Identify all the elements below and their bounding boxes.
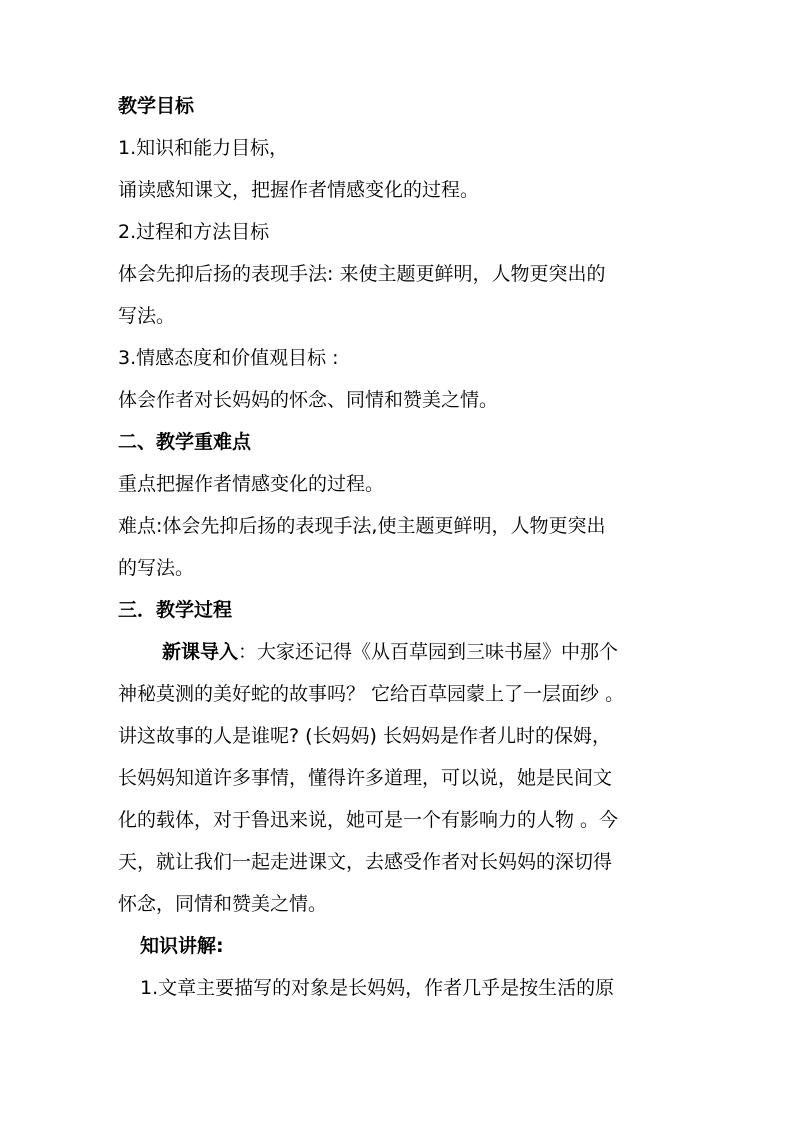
intro-row1: [118, 642, 678, 684]
goal2-text-line2: 写法。: [118, 305, 176, 327]
knowledge-row1: [118, 978, 678, 1020]
knowledge-line1: 1.文章主要描写的对象是长妈妈，作者几乎是按生活的原: [140, 977, 615, 999]
goal3-title: 3.情感态度和价值观目标 :: [118, 347, 339, 369]
goal3-title-row: [118, 348, 678, 390]
heading-key-row: [118, 432, 678, 474]
goal1-text: 诵读感知课文，把握作者情感变化的过程。: [118, 179, 480, 201]
knowledge-label: 知识讲解:: [140, 935, 224, 957]
difficult-row1: [118, 516, 678, 558]
goal3-text: 体会作者对长妈妈的怀念、同情和赞美之情。: [118, 389, 499, 411]
goal1-title: 1.知识和能力目标，: [118, 137, 289, 159]
intro-row5: [118, 810, 678, 852]
key-point-row: [118, 474, 678, 516]
intro-line2: 神秘莫测的美好蛇的故事吗？ 它给百草园蒙上了一层面纱 。: [118, 683, 625, 705]
intro-row3: [118, 726, 678, 768]
goal2-text-row2: [118, 306, 678, 348]
intro-line3: 讲这故事的人是谁呢? (长妈妈) 长妈妈是作者儿时的保姆，: [118, 725, 611, 747]
intro-line6: 天，就让我们一起走进课文，去感受作者对长妈妈的深切得: [118, 851, 613, 873]
goal3-text-row: [118, 390, 678, 432]
key-point: 重点把握作者情感变化的过程。: [118, 473, 385, 495]
goal1-text-row: [118, 180, 678, 222]
goal2-title-row: [118, 222, 678, 264]
intro-row2: [118, 684, 678, 726]
goal2-text-row1: [118, 264, 678, 306]
difficult-line1: 难点:体会先抑后扬的表现手法,使主题更鲜明，人物更突出: [118, 515, 606, 537]
intro-row4: [118, 768, 678, 810]
heading-goals-row: [118, 96, 678, 138]
intro-line1: [118, 642, 678, 663]
goal2-text-line1: 体会先抑后扬的表现手法: 来使主题更鲜明，人物更突出的: [118, 263, 606, 285]
heading-key: 二、教学重难点: [118, 431, 252, 453]
intro-line7: 怀念，同情和赞美之情。: [118, 893, 328, 915]
heading-process: 三．教学过程: [118, 599, 233, 621]
goal1-title-row: [118, 138, 678, 180]
goal2-title: 2.过程和方法目标: [118, 221, 270, 243]
knowledge-label-row: [118, 936, 678, 978]
intro-label: 新课导入: [162, 641, 239, 663]
heading-process-row: [118, 600, 678, 642]
difficult-row2: [118, 558, 678, 600]
heading-goals: 教学目标: [118, 95, 195, 117]
intro-row6: [118, 852, 678, 894]
intro-line5: 化的载体，对于鲁迅来说，她可是一个有影响力的人物 。今: [118, 809, 619, 831]
intro-line1-rest: ：大家还记得《从百草园到三味书屋》中那个: [238, 641, 619, 663]
intro-row7: [118, 894, 678, 936]
difficult-line2: 的写法。: [118, 557, 195, 579]
document-page: [118, 96, 678, 1020]
intro-line4: 长妈妈知道许多事情，懂得许多道理，可以说，她是民间文: [118, 767, 613, 789]
